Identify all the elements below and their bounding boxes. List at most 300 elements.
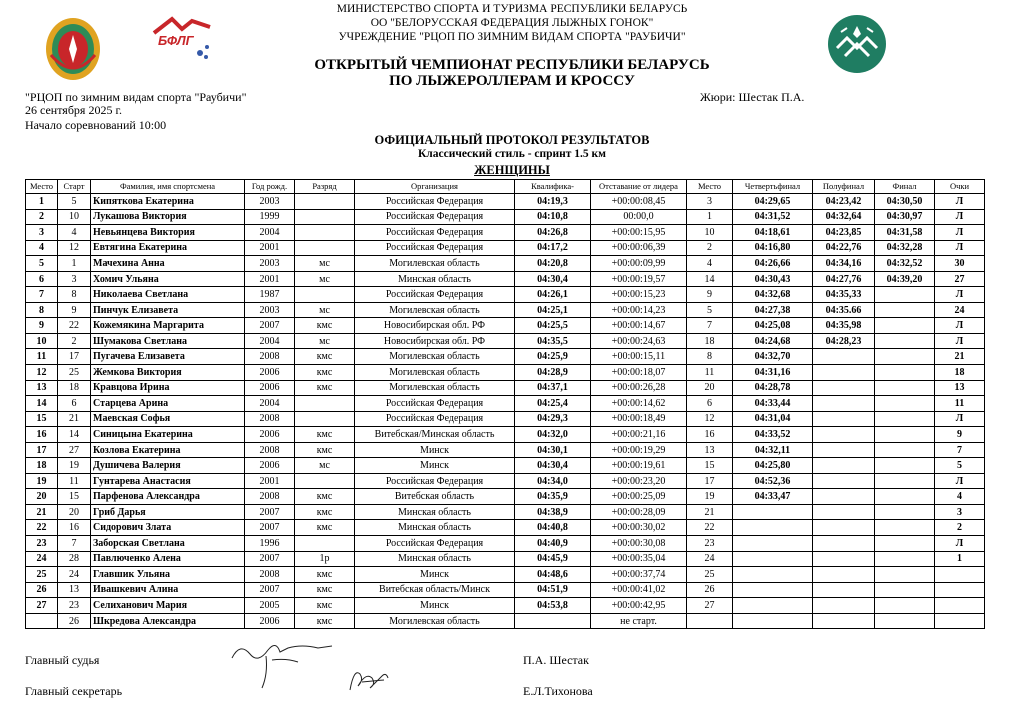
cell-rank: кмс: [295, 613, 355, 629]
cell-final: [875, 536, 935, 552]
cell-name: Невьянцева Виктория: [91, 225, 245, 241]
cell-quarter: [733, 567, 813, 583]
cell-quarter: [733, 582, 813, 598]
cell-qual: 04:30,4: [515, 458, 591, 474]
cell-gap: +00:00:14,23: [591, 302, 687, 318]
cell-points: Л: [935, 473, 985, 489]
cell-qual: 04:45,9: [515, 551, 591, 567]
cell-name: Парфенова Александра: [91, 489, 245, 505]
cell-name: Жемкова Виктория: [91, 365, 245, 381]
cell-qual: 04:51,9: [515, 582, 591, 598]
cell-semi: [813, 489, 875, 505]
cell-place: 7: [26, 287, 58, 303]
cell-quarter: [733, 598, 813, 614]
table-row: [26, 520, 985, 536]
cell-gap: +00:00:14,62: [591, 396, 687, 412]
cell-rank: кмс: [295, 504, 355, 520]
cell-points: 30: [935, 256, 985, 272]
cell-place: 21: [26, 504, 58, 520]
cell-rank: кмс: [295, 365, 355, 381]
cell-qual-place: 2: [687, 240, 733, 256]
cell-qual-place: 21: [687, 504, 733, 520]
cell-gap: 00:00,0: [591, 209, 687, 225]
cell-semi: [813, 349, 875, 365]
cell-gap: +00:00:26,28: [591, 380, 687, 396]
cell-name: Душичева Валерия: [91, 458, 245, 474]
cell-start: 21: [58, 411, 91, 427]
cell-qual: 04:29,3: [515, 411, 591, 427]
cell-qual-place: 11: [687, 365, 733, 381]
cell-gap: +00:00:19,57: [591, 271, 687, 287]
cell-gap: +00:00:41,02: [591, 582, 687, 598]
cell-quarter: [733, 520, 813, 536]
cell-final: 04:32,52: [875, 256, 935, 272]
cell-start: 23: [58, 598, 91, 614]
chief-judge-label: Главный судья: [25, 653, 100, 667]
cell-start: 24: [58, 567, 91, 583]
cell-points: 27: [935, 271, 985, 287]
cell-final: 04:30,50: [875, 194, 935, 210]
cell-quarter: 04:31,16: [733, 365, 813, 381]
cell-quarter: [733, 551, 813, 567]
chief-judge-signature: [228, 636, 338, 692]
cell-org: Минск: [355, 598, 515, 614]
cell-gap: +00:00:15,95: [591, 225, 687, 241]
col-qual-place: Место: [687, 180, 733, 194]
cell-rank: [295, 225, 355, 241]
cell-org: Минск: [355, 442, 515, 458]
cell-qual-place: 19: [687, 489, 733, 505]
cell-start: 13: [58, 582, 91, 598]
table-row: [26, 473, 985, 489]
cell-start: 16: [58, 520, 91, 536]
table-row: [26, 598, 985, 614]
cell-year: 1999: [245, 209, 295, 225]
cell-name: Синицына Екатерина: [91, 427, 245, 443]
cell-org: Могилевская область: [355, 349, 515, 365]
cell-quarter: 04:29,65: [733, 194, 813, 210]
cell-place: 26: [26, 582, 58, 598]
cell-quarter: 04:25,08: [733, 318, 813, 334]
cell-org: Минск: [355, 458, 515, 474]
cell-semi: [813, 504, 875, 520]
cell-place: 18: [26, 458, 58, 474]
cell-qual-place: 12: [687, 411, 733, 427]
cell-points: [935, 567, 985, 583]
cell-rank: [295, 411, 355, 427]
cell-qual-place: 20: [687, 380, 733, 396]
cell-place: 4: [26, 240, 58, 256]
table-row: [26, 396, 985, 412]
cell-points: 3: [935, 504, 985, 520]
cell-rank: 1р: [295, 551, 355, 567]
table-row: [26, 256, 985, 272]
cell-gap: +00:00:18,07: [591, 365, 687, 381]
cell-qual-place: 27: [687, 598, 733, 614]
col-final: Финал: [875, 180, 935, 194]
cell-name: Мачехина Анна: [91, 256, 245, 272]
results-table: [25, 179, 985, 629]
cell-start: 8: [58, 287, 91, 303]
col-year: Год рожд.: [245, 180, 295, 194]
cell-org: Минская область: [355, 551, 515, 567]
cell-rank: кмс: [295, 598, 355, 614]
cell-rank: мс: [295, 271, 355, 287]
cell-points: Л: [935, 240, 985, 256]
cell-org: Минская область: [355, 504, 515, 520]
cell-org: Витебская область/Минск: [355, 582, 515, 598]
header-institution: УЧРЕЖДЕНИЕ "РЦОП ПО ЗИМНИМ ВИДАМ СПОРТА "РАУБИЧИ": [338, 31, 686, 43]
cell-qual-place: 9: [687, 287, 733, 303]
cell-semi: [813, 567, 875, 583]
cell-org: Российская Федерация: [355, 536, 515, 552]
cell-year: 2008: [245, 567, 295, 583]
cell-rank: [295, 473, 355, 489]
cell-year: 2006: [245, 613, 295, 629]
cell-final: [875, 427, 935, 443]
table-row: [26, 427, 985, 443]
cell-quarter: 04:18,61: [733, 225, 813, 241]
cell-final: [875, 380, 935, 396]
cell-semi: 04:32,64: [813, 209, 875, 225]
cell-qual: [515, 613, 591, 629]
cell-quarter: 04:25,80: [733, 458, 813, 474]
cell-year: 2007: [245, 318, 295, 334]
cell-semi: 04:35,98: [813, 318, 875, 334]
cell-qual-place: 15: [687, 458, 733, 474]
cell-qual: 04:25,5: [515, 318, 591, 334]
table-row: [26, 225, 985, 241]
cell-start: 19: [58, 458, 91, 474]
cell-name: Сидорович Злата: [91, 520, 245, 536]
cell-name: Козлова Екатерина: [91, 442, 245, 458]
header-federation: ОО "БЕЛОРУССКАЯ ФЕДЕРАЦИЯ ЛЫЖНЫХ ГОНОК": [370, 17, 654, 29]
cell-qual-place: 14: [687, 271, 733, 287]
cell-points: Л: [935, 225, 985, 241]
cell-org: Могилевская область: [355, 365, 515, 381]
cell-org: Российская Федерация: [355, 225, 515, 241]
cell-quarter: [733, 613, 813, 629]
cell-year: 2004: [245, 333, 295, 349]
chief-secretary-label: Главный секретарь: [25, 684, 123, 698]
cell-org: Российская Федерация: [355, 411, 515, 427]
cell-place: 25: [26, 567, 58, 583]
cell-start: 6: [58, 396, 91, 412]
cell-final: [875, 489, 935, 505]
cell-name: Ивашкевич Алина: [91, 582, 245, 598]
cell-qual-place: 23: [687, 536, 733, 552]
cell-gap: +00:00:09,99: [591, 256, 687, 272]
cell-rank: кмс: [295, 520, 355, 536]
table-row: [26, 287, 985, 303]
cell-year: 2001: [245, 240, 295, 256]
cell-final: 04:39,20: [875, 271, 935, 287]
cell-quarter: [733, 536, 813, 552]
cell-final: [875, 598, 935, 614]
cell-year: 2008: [245, 489, 295, 505]
cell-name: Гриб Дарья: [91, 504, 245, 520]
cell-quarter: 04:52,36: [733, 473, 813, 489]
cell-final: [875, 287, 935, 303]
cell-name: Пинчук Елизавета: [91, 302, 245, 318]
cell-org: Российская Федерация: [355, 473, 515, 489]
cell-rank: кмс: [295, 567, 355, 583]
cell-qual-place: 4: [687, 256, 733, 272]
cell-quarter: 04:27,38: [733, 302, 813, 318]
cell-name: Павлюченко Алена: [91, 551, 245, 567]
cell-final: [875, 318, 935, 334]
cell-gap: +00:00:24,63: [591, 333, 687, 349]
cell-start: 7: [58, 536, 91, 552]
cell-semi: 04:23,42: [813, 194, 875, 210]
cell-qual: 04:34,0: [515, 473, 591, 489]
cell-gap: +00:00:19,61: [591, 458, 687, 474]
col-qual: Квалифика-: [515, 180, 591, 194]
ski-federation-logo: [152, 15, 216, 65]
cell-start: 10: [58, 209, 91, 225]
cell-points: 5: [935, 458, 985, 474]
cell-place: 15: [26, 411, 58, 427]
cell-final: [875, 567, 935, 583]
cell-year: 1996: [245, 536, 295, 552]
table-row: [26, 194, 985, 210]
cell-name: Кипяткова Екатерина: [91, 194, 245, 210]
cell-points: [935, 613, 985, 629]
cell-qual: 04:30,1: [515, 442, 591, 458]
cell-quarter: 04:30,43: [733, 271, 813, 287]
cell-gap: +00:00:14,67: [591, 318, 687, 334]
cell-name: Маевская Софья: [91, 411, 245, 427]
table-row: [26, 536, 985, 552]
col-points: Очки: [935, 180, 985, 194]
cell-org: Российская Федерация: [355, 209, 515, 225]
cell-place: 17: [26, 442, 58, 458]
cell-name: Гунтарева Анастасия: [91, 473, 245, 489]
cell-year: 2003: [245, 302, 295, 318]
cell-semi: [813, 365, 875, 381]
cell-points: Л: [935, 318, 985, 334]
cell-qual: 04:40,9: [515, 536, 591, 552]
cell-org: Минск: [355, 567, 515, 583]
cell-semi: [813, 458, 875, 474]
cell-name: Старцева Арина: [91, 396, 245, 412]
cell-year: 2006: [245, 427, 295, 443]
cell-qual: 04:48,6: [515, 567, 591, 583]
cell-quarter: 04:32,11: [733, 442, 813, 458]
cell-final: 04:30,97: [875, 209, 935, 225]
cell-org: Российская Федерация: [355, 194, 515, 210]
cell-qual: 04:17,2: [515, 240, 591, 256]
start-time: Начало соревнований 10:00: [25, 118, 167, 132]
cell-points: 4: [935, 489, 985, 505]
cell-quarter: 04:16,80: [733, 240, 813, 256]
cell-name: Селиханович Мария: [91, 598, 245, 614]
cell-final: [875, 411, 935, 427]
cell-final: [875, 504, 935, 520]
cell-org: Могилевская область: [355, 380, 515, 396]
protocol-title: ОФИЦИАЛЬНЫЙ ПРОТОКОЛ РЕЗУЛЬТАТОВ: [374, 133, 650, 147]
cell-qual-place: 18: [687, 333, 733, 349]
cell-name: Лукашова Виктория: [91, 209, 245, 225]
cell-final: [875, 396, 935, 412]
cell-place: 1: [26, 194, 58, 210]
cell-semi: 04:34,16: [813, 256, 875, 272]
cell-place: 11: [26, 349, 58, 365]
cell-qual-place: 24: [687, 551, 733, 567]
cell-final: [875, 520, 935, 536]
chief-secretary-signature: [346, 664, 392, 696]
cell-rank: кмс: [295, 582, 355, 598]
cell-place: 6: [26, 271, 58, 287]
cell-qual-place: 17: [687, 473, 733, 489]
cell-points: Л: [935, 209, 985, 225]
cell-qual: 04:53,8: [515, 598, 591, 614]
cell-start: 4: [58, 225, 91, 241]
cell-qual-place: 6: [687, 396, 733, 412]
cell-points: Л: [935, 287, 985, 303]
cell-points: 13: [935, 380, 985, 396]
cell-name: Николаева Светлана: [91, 287, 245, 303]
raubichi-logo: [827, 14, 887, 74]
cell-qual: 04:30,4: [515, 271, 591, 287]
cell-year: 2006: [245, 380, 295, 396]
col-start: Старт: [58, 180, 91, 194]
cell-qual: 04:35,9: [515, 489, 591, 505]
cell-qual: 04:28,9: [515, 365, 591, 381]
table-row: [26, 458, 985, 474]
cell-quarter: [733, 504, 813, 520]
table-row: [26, 567, 985, 583]
cell-qual-place: 7: [687, 318, 733, 334]
cell-points: Л: [935, 411, 985, 427]
cell-place: 20: [26, 489, 58, 505]
col-place: Место: [26, 180, 58, 194]
cell-semi: [813, 473, 875, 489]
cell-start: 22: [58, 318, 91, 334]
cell-gap: +00:00:15,23: [591, 287, 687, 303]
date: 26 сентября 2025 г.: [25, 103, 123, 117]
cell-points: 24: [935, 302, 985, 318]
cell-gap: +00:00:08,45: [591, 194, 687, 210]
cell-year: 2003: [245, 194, 295, 210]
cell-points: 18: [935, 365, 985, 381]
cell-qual: 04:38,9: [515, 504, 591, 520]
cell-qual: 04:26,8: [515, 225, 591, 241]
cell-org: Новосибирская обл. РФ: [355, 318, 515, 334]
cell-points: 21: [935, 349, 985, 365]
cell-name: Шумакова Светлана: [91, 333, 245, 349]
event-title: ОТКРЫТЫЙ ЧЕМПИОНАТ РЕСПУБЛИКИ БЕЛАРУСЬ: [314, 57, 710, 73]
cell-place: 23: [26, 536, 58, 552]
cell-rank: [295, 287, 355, 303]
cell-rank: мс: [295, 256, 355, 272]
cell-year: 2007: [245, 551, 295, 567]
cell-quarter: 04:32,68: [733, 287, 813, 303]
cell-gap: не старт.: [591, 613, 687, 629]
col-gap: Отставание от лидера: [591, 180, 687, 194]
cell-rank: мс: [295, 333, 355, 349]
logo-center-text: БФЛГ: [158, 33, 194, 48]
cell-year: 2001: [245, 271, 295, 287]
cell-semi: [813, 396, 875, 412]
cell-quarter: 04:33,44: [733, 396, 813, 412]
cell-semi: [813, 551, 875, 567]
cell-place: 2: [26, 209, 58, 225]
cell-place: 10: [26, 333, 58, 349]
table-row: [26, 411, 985, 427]
cell-org: Витебская область: [355, 489, 515, 505]
table-row: [26, 271, 985, 287]
cell-quarter: 04:33,47: [733, 489, 813, 505]
cell-start: 1: [58, 256, 91, 272]
cell-name: Евтягина Екатерина: [91, 240, 245, 256]
cell-qual-place: 8: [687, 349, 733, 365]
cell-final: [875, 349, 935, 365]
cell-qual: 04:10,8: [515, 209, 591, 225]
cell-gap: +00:00:28,09: [591, 504, 687, 520]
cell-semi: 04:28,23: [813, 333, 875, 349]
table-row: [26, 380, 985, 396]
cell-rank: [295, 240, 355, 256]
cell-start: 12: [58, 240, 91, 256]
col-name: Фамилия, имя спортсмена: [91, 180, 245, 194]
cell-final: [875, 473, 935, 489]
cell-org: Российская Федерация: [355, 287, 515, 303]
cell-gap: +00:00:30,08: [591, 536, 687, 552]
cell-start: 14: [58, 427, 91, 443]
cell-year: 2008: [245, 349, 295, 365]
table-row: [26, 240, 985, 256]
table-row: [26, 333, 985, 349]
cell-gap: +00:00:19,29: [591, 442, 687, 458]
cell-rank: мс: [295, 458, 355, 474]
venue: "РЦОП по зимним видам спорта "Раубичи": [25, 90, 247, 104]
chief-judge-name: П.А. Шестак: [523, 653, 589, 667]
cell-qual: 04:40,8: [515, 520, 591, 536]
cell-name: Кожемякина Маргарита: [91, 318, 245, 334]
cell-qual-place: 3: [687, 194, 733, 210]
cell-gap: +00:00:30,02: [591, 520, 687, 536]
cell-quarter: 04:33,52: [733, 427, 813, 443]
cell-year: 2007: [245, 520, 295, 536]
cell-final: [875, 442, 935, 458]
cell-qual-place: [687, 613, 733, 629]
table-row: [26, 582, 985, 598]
cell-start: 20: [58, 504, 91, 520]
col-quarter: Четвертьфинал: [733, 180, 813, 194]
cell-year: 1987: [245, 287, 295, 303]
cell-rank: мс: [295, 302, 355, 318]
table-row: [26, 302, 985, 318]
col-semi: Полуфинал: [813, 180, 875, 194]
cell-qual: 04:37,1: [515, 380, 591, 396]
table-row: [26, 504, 985, 520]
cell-place: 9: [26, 318, 58, 334]
cell-semi: [813, 582, 875, 598]
cell-rank: кмс: [295, 442, 355, 458]
cell-place: 14: [26, 396, 58, 412]
event-subtitle: ПО ЛЫЖЕРОЛЛЕРАМ И КРОССУ: [389, 73, 635, 89]
cell-place: 22: [26, 520, 58, 536]
cell-start: 28: [58, 551, 91, 567]
cell-rank: кмс: [295, 349, 355, 365]
cell-semi: 04:22,76: [813, 240, 875, 256]
cell-rank: [295, 194, 355, 210]
table-row: [26, 442, 985, 458]
table-row: [26, 318, 985, 334]
cell-start: 2: [58, 333, 91, 349]
cell-final: [875, 551, 935, 567]
